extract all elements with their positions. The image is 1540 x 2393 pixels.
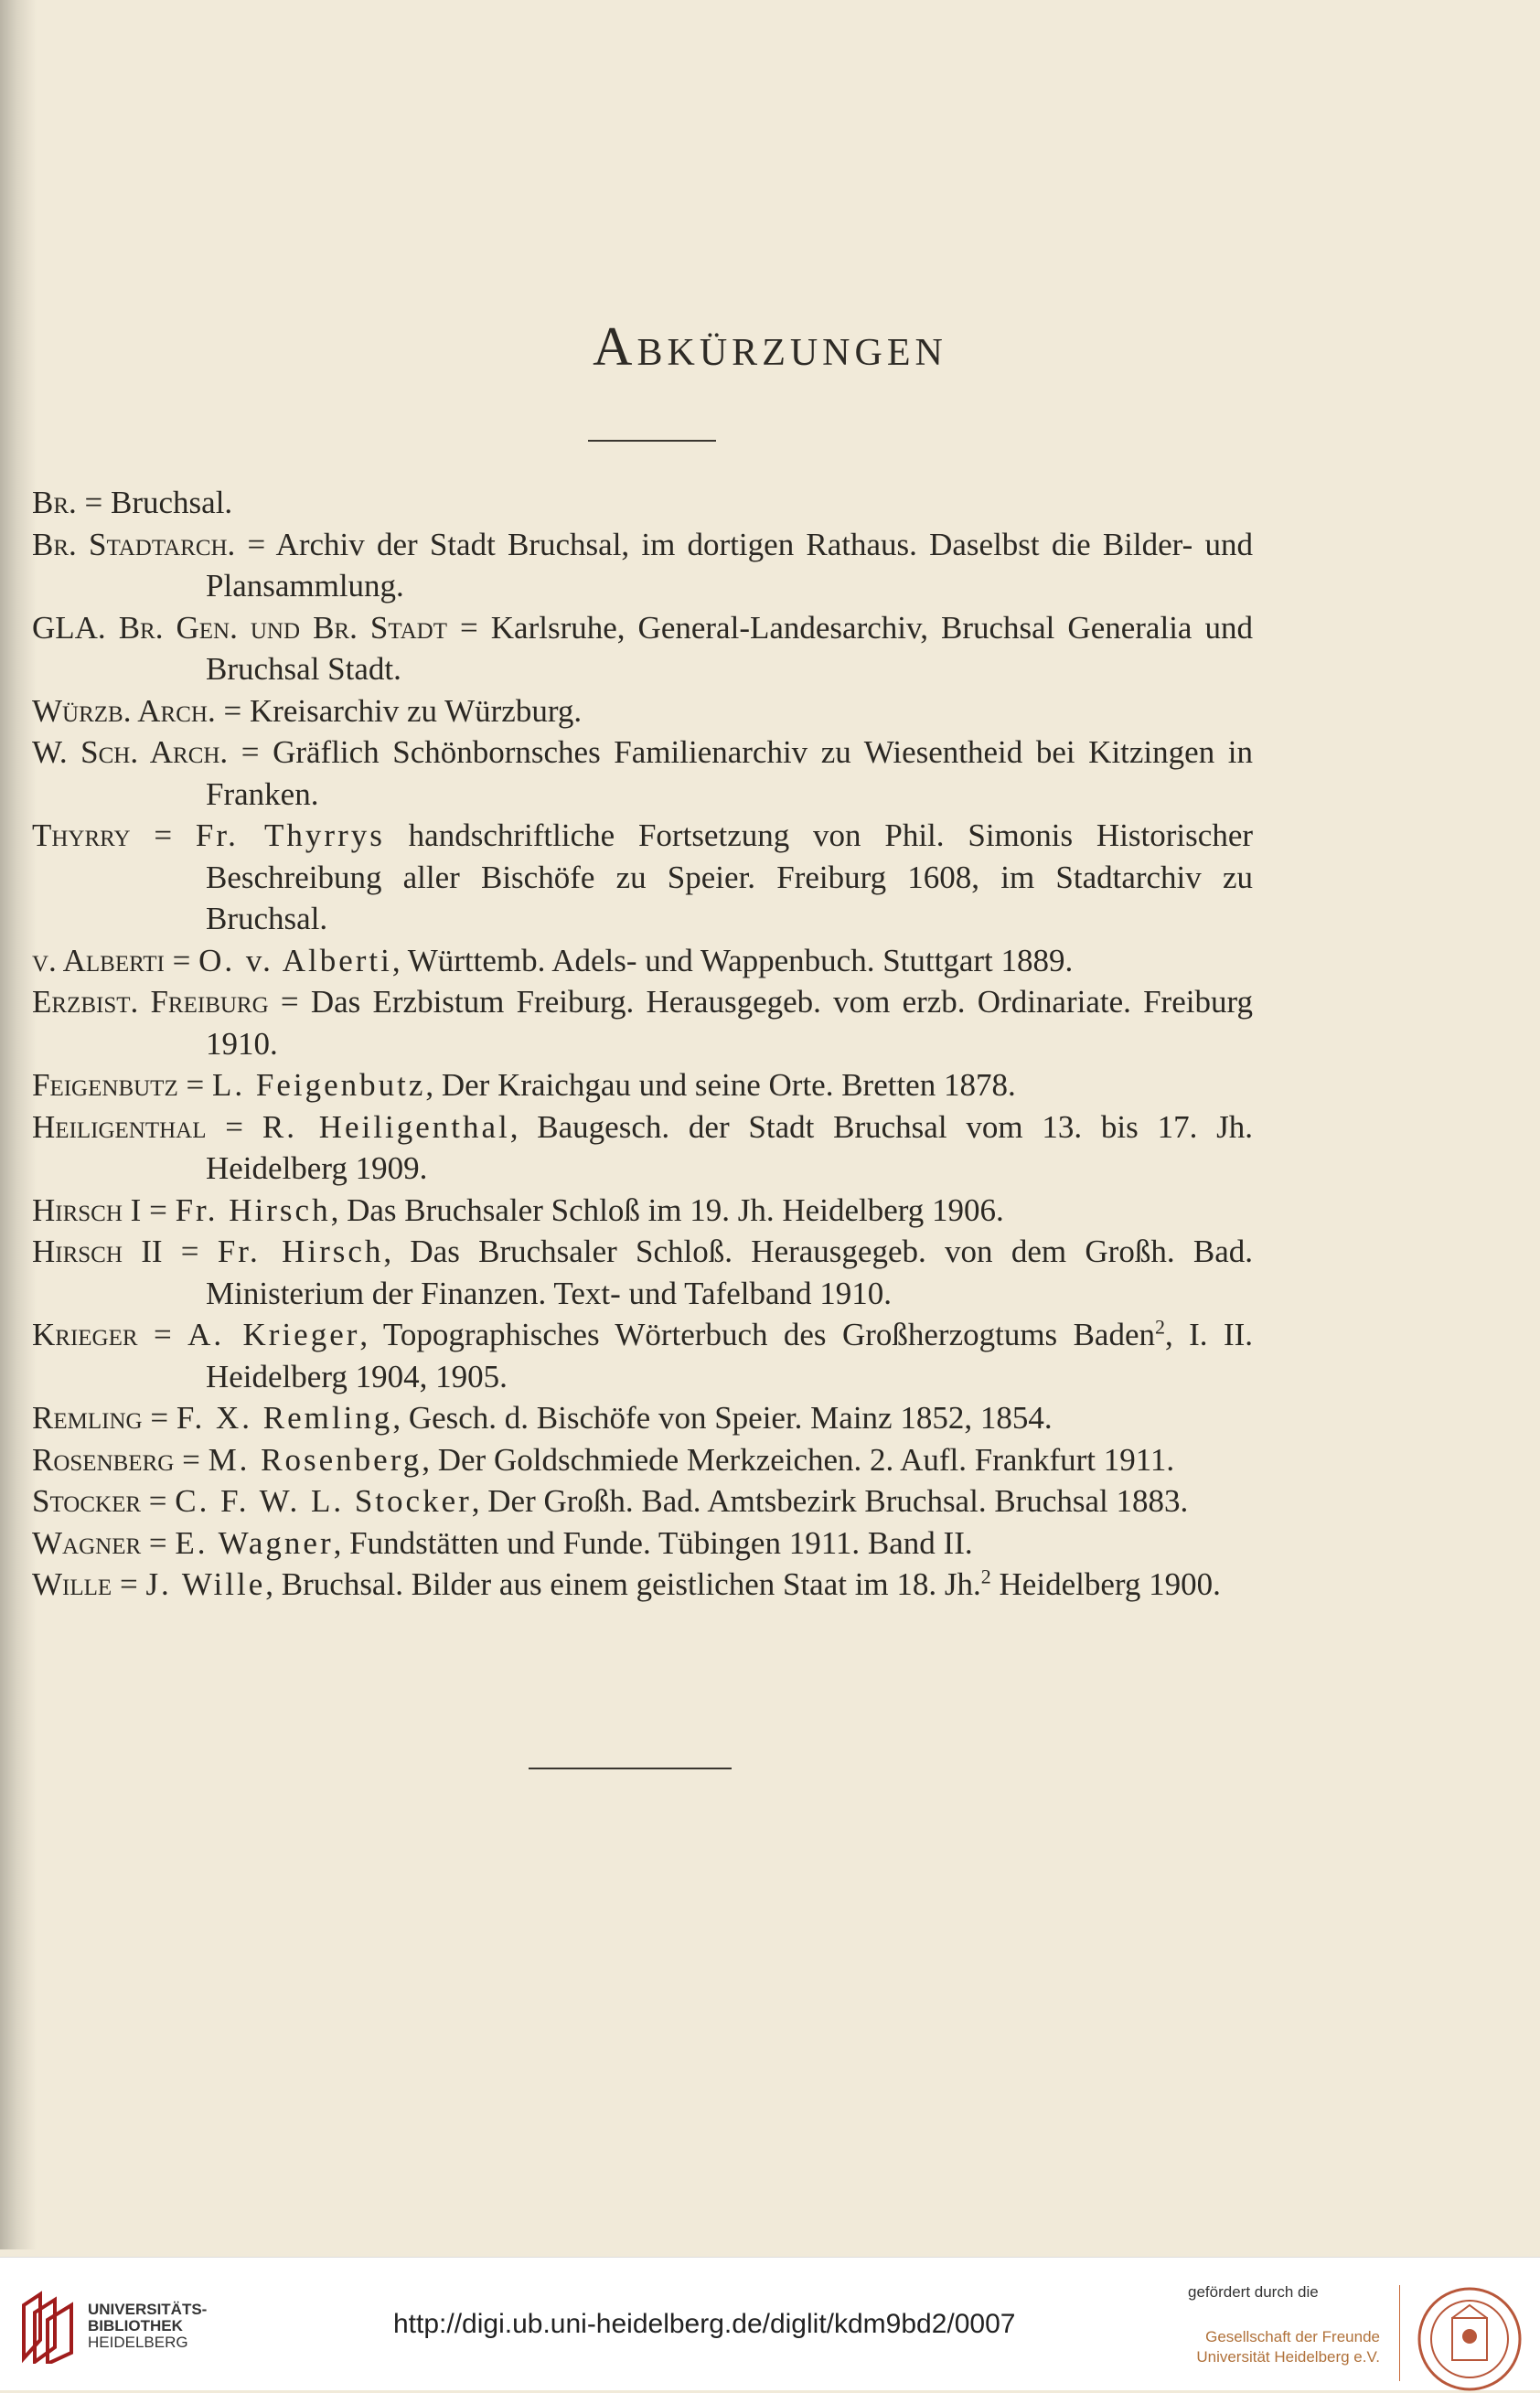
- abbreviation-key: Br.: [32, 485, 77, 520]
- list-item: Heiligenthal = R. Heiligenthal, Baugesch. der Stadt Bruchsal vom 13. bis 17. Jh. Heidelberg 1909.: [32, 1108, 1253, 1186]
- edition-superscript: 2: [980, 1565, 991, 1588]
- list-item: [32, 732, 1253, 815]
- abbreviation-text: , Württemb. Adels- und Wappenbuch. Stuttgart 1889.: [391, 942, 1074, 978]
- abbreviation-key: Krieger: [32, 1317, 138, 1352]
- abbreviation-list: [32, 482, 1253, 1606]
- list-item: Hirsch I = Fr. Hirsch, Das Bruchsaler Schloß im 19. Jh. Heidelberg 1906.: [32, 1191, 1004, 1228]
- abbreviation-text: = Karlsruhe, General-Landesarchiv, Bruchsal Generalia und Bruchsal Stadt.: [206, 609, 1253, 687]
- list-item: [32, 607, 1253, 690]
- footer-divider: [1399, 2285, 1400, 2381]
- footer-bar: [0, 2257, 1540, 2390]
- author-name: A. Krieger: [187, 1317, 360, 1352]
- list-item: Wagner = E. Wagner, Fundstätten und Funde. Tübingen 1911. Band II.: [32, 1524, 973, 1561]
- closing-rule: [529, 1768, 732, 1769]
- list-item: Feigenbutz = L. Feigenbutz, Der Kraichgau und seine Orte. Bretten 1878.: [32, 1067, 1016, 1103]
- author-name: J. Wille: [145, 1566, 266, 1602]
- author-name: Fr. Hirsch: [175, 1191, 331, 1228]
- abbreviation-key: Rosenberg: [32, 1441, 175, 1478]
- abbreviation-text-continued: , I. II. Heidelberg 1904, 1905.: [206, 1317, 1254, 1394]
- abbreviation-text: , Topographisches Wörterbuch des Großherzogtums Baden: [359, 1317, 1155, 1352]
- edition-superscript: 2: [1154, 1315, 1165, 1339]
- funded-by-label: gefördert durch die: [1188, 2283, 1319, 2301]
- abbreviation-key: Würzb. Arch.: [32, 692, 216, 729]
- sponsor-name: Gesellschaft der Freunde Universität Heidelberg e.V.: [1196, 2328, 1380, 2366]
- abbreviation-text: , Bruchsal. Bilder aus einem geistlichen Staat im 18. Jh.: [265, 1566, 981, 1602]
- abbreviation-text-continued: Heidelberg 1900.: [990, 1566, 1221, 1602]
- abbreviation-key: Hirsch II: [32, 1234, 163, 1269]
- abbreviation-key: Wagner: [32, 1524, 142, 1561]
- list-item: Remling = F. X. Remling, Gesch. d. Bischöfe von Speier. Mainz 1852, 1854.: [32, 1400, 1053, 1436]
- abbreviation-key: v. Alberti: [32, 942, 165, 978]
- list-item: Rosenberg = M. Rosenberg, Der Goldschmiede Merkzeichen. 2. Aufl. Frankfurt 1911.: [32, 1441, 1175, 1478]
- abbreviation-key: W. Sch. Arch.: [32, 734, 229, 770]
- title-rule: [588, 440, 716, 442]
- list-item: Krieger = A. Krieger, Topographisches Wörterbuch des Großherzogtums Baden$^2$, I. II. Heidelberg 1904, 1905.: [32, 1315, 1254, 1394]
- abbreviation-text: = Bruchsal.: [76, 485, 233, 520]
- list-item: Stocker = C. F. W. L. Stocker, Der Großh. Bad. Amtsbezirk Bruchsal. Bruchsal 1883.: [32, 1483, 1189, 1519]
- author-name: M. Rosenberg: [208, 1441, 422, 1478]
- list-item: [32, 482, 1253, 524]
- abbreviation-text: handschriftliche Fortsetzung von Phil. Simonis Historischer Beschreibung aller Bischöfe zu Speier. Freiburg 1608, im Stadtarchiv zu Bruchsal.: [206, 817, 1254, 936]
- list-item: [32, 981, 1253, 1064]
- abbreviation-key: Hirsch I: [32, 1191, 142, 1228]
- abbreviation-key: Feigenbutz: [32, 1067, 178, 1103]
- abbreviation-key: Wille: [32, 1566, 112, 1602]
- author-name: Fr. Thyrrys: [195, 817, 385, 853]
- abbreviation-text: , Baugesch. der Stadt Bruchsal vom 13. bis 17. Jh. Heidelberg 1909.: [206, 1108, 1253, 1186]
- author-name: O. v. Alberti: [198, 942, 392, 978]
- abbreviation-key: Br. Stadtarch.: [32, 526, 236, 562]
- abbreviation-text: = Kreisarchiv zu Würzburg.: [215, 692, 583, 729]
- abbreviation-text: = Gräflich Schönbornsches Familienarchiv zu Wiesentheid bei Kitzingen in Franken.: [206, 734, 1253, 812]
- list-item: v. Alberti = O. v. Alberti, Württemb. Adels- und Wappenbuch. Stuttgart 1889.: [32, 942, 1074, 978]
- abbreviation-text: , Gesch. d. Bischöfe von Speier. Mainz 1852, 1854.: [392, 1400, 1053, 1436]
- abbreviation-text: , Der Großh. Bad. Amtsbezirk Bruchsal. Bruchsal 1883.: [471, 1483, 1189, 1519]
- author-name: R. Heiligenthal: [262, 1108, 510, 1145]
- author-name: F. X. Remling: [176, 1400, 393, 1436]
- library-logo-icon: [18, 2285, 79, 2364]
- list-item: [32, 524, 1253, 607]
- university-seal-icon: [1416, 2285, 1524, 2393]
- abbreviation-text: = Das Erzbistum Freiburg. Herausgegeb. vom erzb. Ordinariate. Freiburg 1910.: [206, 984, 1253, 1062]
- author-name: Fr. Hirsch: [217, 1234, 384, 1269]
- library-name: UNIVERSITÄTS- BIBLIOTHEK HEIDELBERG: [88, 2301, 208, 2351]
- abbreviation-text: , Das Bruchsaler Schloß im 19. Jh. Heidelberg 1906.: [330, 1191, 1004, 1228]
- author-name: C. F. W. L. Stocker: [175, 1483, 472, 1519]
- abbreviation-text: , Der Kraichgau und seine Orte. Bretten 1878.: [425, 1067, 1016, 1103]
- abbreviation-key: Erzbist. Freiburg: [32, 984, 269, 1020]
- abbreviation-key: Remling: [32, 1400, 143, 1436]
- page-title: Abkürzungen: [593, 316, 947, 377]
- abbreviation-text: = Archiv der Stadt Bruchsal, im dortigen Rathaus. Daselbst die Bilder- und Plansammlung.: [206, 526, 1253, 604]
- abbreviation-text: , Der Goldschmiede Merkzeichen. 2. Aufl. Frankfurt 1911.: [422, 1441, 1175, 1478]
- permalink[interactable]: http://digi.ub.uni-heidelberg.de/diglit/kdm9bd2/0007: [393, 2309, 1016, 2339]
- author-name: E. Wagner: [175, 1524, 334, 1561]
- list-item: Hirsch II = Fr. Hirsch, Das Bruchsaler Schloß. Herausgegeb. von dem Großh. Bad. Ministerium der Finanzen. Text- und Tafelband 1910.: [32, 1234, 1253, 1311]
- list-item: [32, 690, 1253, 732]
- author-name: L. Feigenbutz: [211, 1067, 426, 1103]
- list-item: Wille = J. Wille, Bruchsal. Bilder aus einem geistlichen Staat im 18. Jh.$^2$ Heidelberg 1900.: [32, 1565, 1221, 1602]
- abbreviation-text: , Fundstätten und Funde. Tübingen 1911. Band II.: [333, 1524, 973, 1561]
- abbreviation-key: Thyrry: [32, 817, 131, 853]
- list-item: Thyrry = Fr. Thyrrys handschriftliche Fortsetzung von Phil. Simonis Historischer Beschreibung aller Bischöfe zu Speier. Freiburg 1608, im Stadtarchiv zu Bruchsal.: [32, 817, 1254, 936]
- abbreviation-text: , Das Bruchsaler Schloß. Herausgegeb. von dem Großh. Bad. Ministerium der Finanzen. Text- und Tafelband 1910.: [206, 1234, 1253, 1311]
- abbreviation-key: Stocker: [32, 1483, 142, 1519]
- abbreviation-key: Heiligenthal: [32, 1108, 207, 1145]
- abbreviation-key: GLA. Br. Gen. und Br. Stadt: [32, 609, 447, 646]
